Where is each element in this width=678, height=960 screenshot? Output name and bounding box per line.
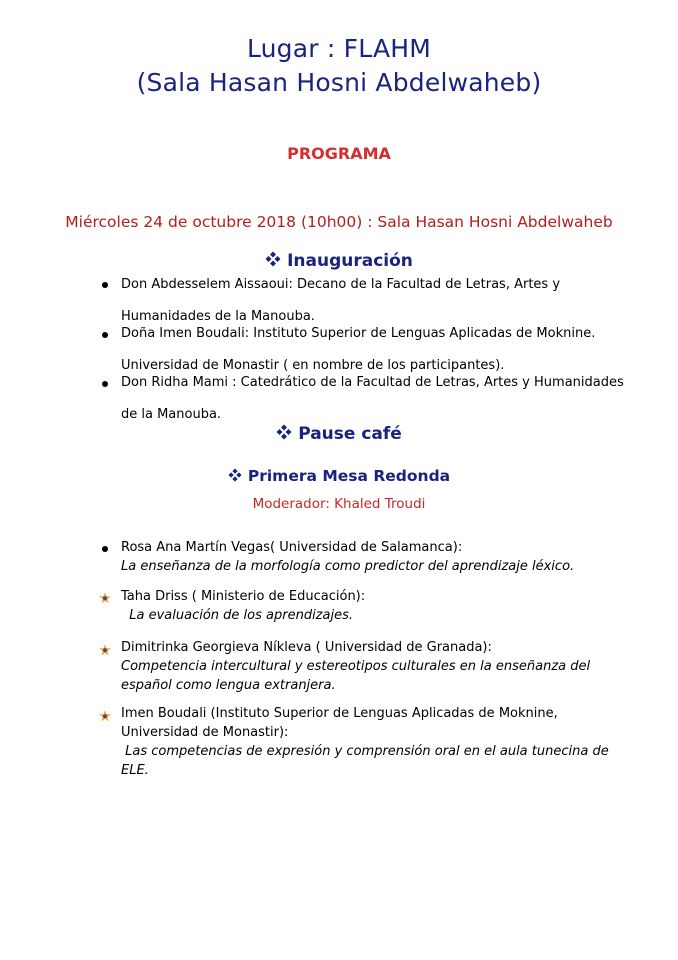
venue-room: (Sala Hasan Hosni Abdelwaheb) xyxy=(136,68,542,97)
inauguracion-label: Inauguración xyxy=(287,251,413,271)
pause-cafe-label: Pause café xyxy=(298,424,402,444)
talk-2-speaker: Taha Driss ( Ministerio de Educación): xyxy=(121,589,366,604)
star-bullet-icon xyxy=(99,644,111,656)
round-bullet-icon xyxy=(102,332,108,338)
inauguracion-item-2 xyxy=(121,324,621,343)
star-bullet-icon xyxy=(99,592,111,604)
talk-4-title-line2: ELE. xyxy=(121,763,149,778)
star-bullet-icon xyxy=(99,710,111,722)
mesa-label: Primera Mesa Redonda xyxy=(247,467,451,485)
inauguracion-item-1-line1: Don Abdesselem Aissaoui: Decano de la Facultad de Letras, Artes y xyxy=(121,277,561,292)
inauguracion-item-1 xyxy=(121,275,621,294)
inauguracion-item-2-line1: Doña Imen Boudali: Instituto Superior de Lenguas Aplicadas de Moknine. xyxy=(121,326,596,341)
talk-3 xyxy=(121,638,621,695)
talk-3-speaker: Dimitrinka Georgieva Níkleva ( Universidad de Granada): xyxy=(121,640,492,655)
talk-3-title-line1: Competencia intercultural y estereotipos culturales en la enseñanza del xyxy=(121,659,591,674)
pause-cafe-heading xyxy=(0,424,678,444)
talk-4-speaker-line2: Universidad de Monastir): xyxy=(121,725,289,740)
inauguracion-item-3-line2: de la Manouba. xyxy=(121,407,222,422)
venue-title: Lugar : FLAHM xyxy=(246,34,432,63)
round-bullet-icon xyxy=(102,546,108,552)
moderator-line: Moderador: Khaled Troudi xyxy=(252,496,426,512)
round-bullet-icon xyxy=(102,282,108,288)
talk-1-title: La enseñanza de la morfología como predictor del aprendizaje léxico. xyxy=(121,559,575,574)
inauguracion-item-3-line1: Don Ridha Mami : Catedrático de la Facultad de Letras, Artes y Humanidades xyxy=(121,375,624,390)
talk-1-speaker: Rosa Ana Martín Vegas( Universidad de Salamanca): xyxy=(121,540,463,555)
inauguracion-item-3-cont xyxy=(121,405,621,424)
talk-3-title-line2: español como lengua extranjera. xyxy=(121,678,336,693)
four-diamond-icon xyxy=(265,251,281,267)
venue-header xyxy=(0,32,678,100)
talk-2 xyxy=(121,587,621,625)
date-line: Miércoles 24 de octubre 2018 (10h00) : Sala Hasan Hosni Abdelwaheb xyxy=(65,213,613,231)
mesa-heading xyxy=(0,467,678,485)
talk-4-speaker-line1: Imen Boudali (Instituto Superior de Lenguas Aplicadas de Moknine, xyxy=(121,706,558,721)
inauguracion-heading xyxy=(0,251,678,271)
round-bullet-icon xyxy=(102,381,108,387)
inauguracion-item-3 xyxy=(121,373,624,392)
four-diamond-icon xyxy=(276,424,292,440)
talk-1 xyxy=(121,538,621,576)
inauguracion-item-2-line2: Universidad de Monastir ( en nombre de los participantes). xyxy=(121,358,505,373)
talk-4 xyxy=(121,704,621,780)
four-diamond-icon xyxy=(228,468,242,482)
talk-2-title: La evaluación de los aprendizajes. xyxy=(121,608,353,623)
inauguracion-item-1-line2: Humanidades de la Manouba. xyxy=(121,309,315,324)
programa-title: PROGRAMA xyxy=(287,144,391,163)
talk-4-title-line1: Las competencias de expresión y comprensión oral en el aula tunecina de xyxy=(121,744,609,759)
